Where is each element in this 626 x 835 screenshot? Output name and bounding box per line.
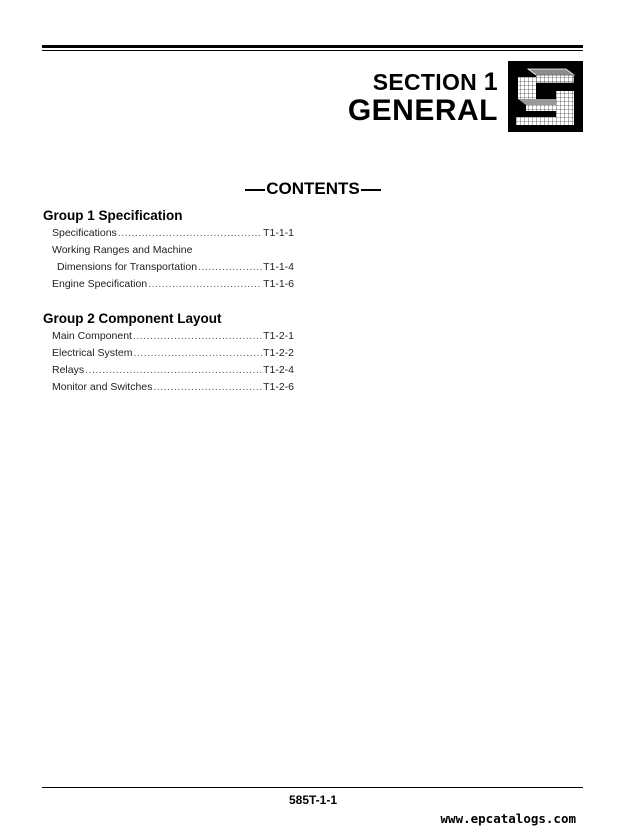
bottom-rule	[42, 787, 583, 788]
toc-entry[interactable]	[52, 345, 294, 362]
toc-entry[interactable]	[52, 362, 294, 379]
toc-entry-label: Engine Specification	[52, 278, 148, 290]
section-word: SECTION	[372, 69, 478, 95]
group-title-component-layout: Group 2 Component Layout	[43, 311, 222, 326]
toc-dot-leader	[118, 225, 262, 242]
toc-entry[interactable]	[52, 225, 294, 242]
toc-dot-leader	[134, 345, 263, 362]
toc-entry[interactable]	[52, 259, 294, 276]
toc-entry-label: Main Component	[52, 330, 132, 342]
heading-dash-right	[361, 189, 381, 191]
toc-dot-leader	[85, 362, 262, 379]
toc-entry-page: T1-1-1	[263, 227, 294, 239]
toc-entry-label: Monitor and Switches	[52, 381, 153, 393]
toc-entry-page: T1-1-6	[263, 278, 294, 290]
section-number: 1	[483, 68, 498, 96]
toc-dot-leader	[198, 259, 262, 276]
toc-entry-page: T1-2-2	[263, 347, 294, 359]
toc-dot-leader	[153, 379, 262, 396]
toc-entry-label: Dimensions for Transportation	[57, 261, 198, 273]
watermark: www.epcatalogs.com	[440, 811, 576, 826]
heading-dash-left	[245, 189, 265, 191]
toc-entry-label: Electrical System	[52, 347, 133, 359]
top-rule	[42, 45, 583, 48]
section-title: GENERAL	[347, 94, 498, 127]
top-rule-thin	[42, 50, 583, 51]
toc-group-2	[52, 328, 294, 396]
toc-entry-page: T1-2-4	[263, 364, 294, 376]
toc-dot-leader	[148, 276, 262, 293]
toc-entry-label: Specifications	[52, 227, 117, 239]
toc-entry	[52, 242, 294, 259]
toc-entry[interactable]	[52, 379, 294, 396]
toc-dot-leader	[133, 328, 262, 345]
toc-entry-page: T1-2-6	[263, 381, 294, 393]
group-title-specification: Group 1 Specification	[43, 208, 183, 223]
contents-heading	[0, 179, 626, 199]
toc-entry-page: T1-1-4	[263, 261, 294, 273]
page-number: 585T-1-1	[288, 793, 338, 807]
toc-entry-label: Working Ranges and Machine	[52, 244, 193, 256]
toc-entry-label: Relays	[52, 364, 85, 376]
toc-entry[interactable]	[52, 276, 294, 293]
toc-entry-page: T1-2-1	[263, 330, 294, 342]
section-s-cube-logo-icon	[508, 61, 583, 132]
toc-entry[interactable]	[52, 328, 294, 345]
section-label	[373, 68, 498, 97]
toc-group-1	[52, 225, 294, 293]
contents-heading-text: CONTENTS	[266, 179, 360, 198]
